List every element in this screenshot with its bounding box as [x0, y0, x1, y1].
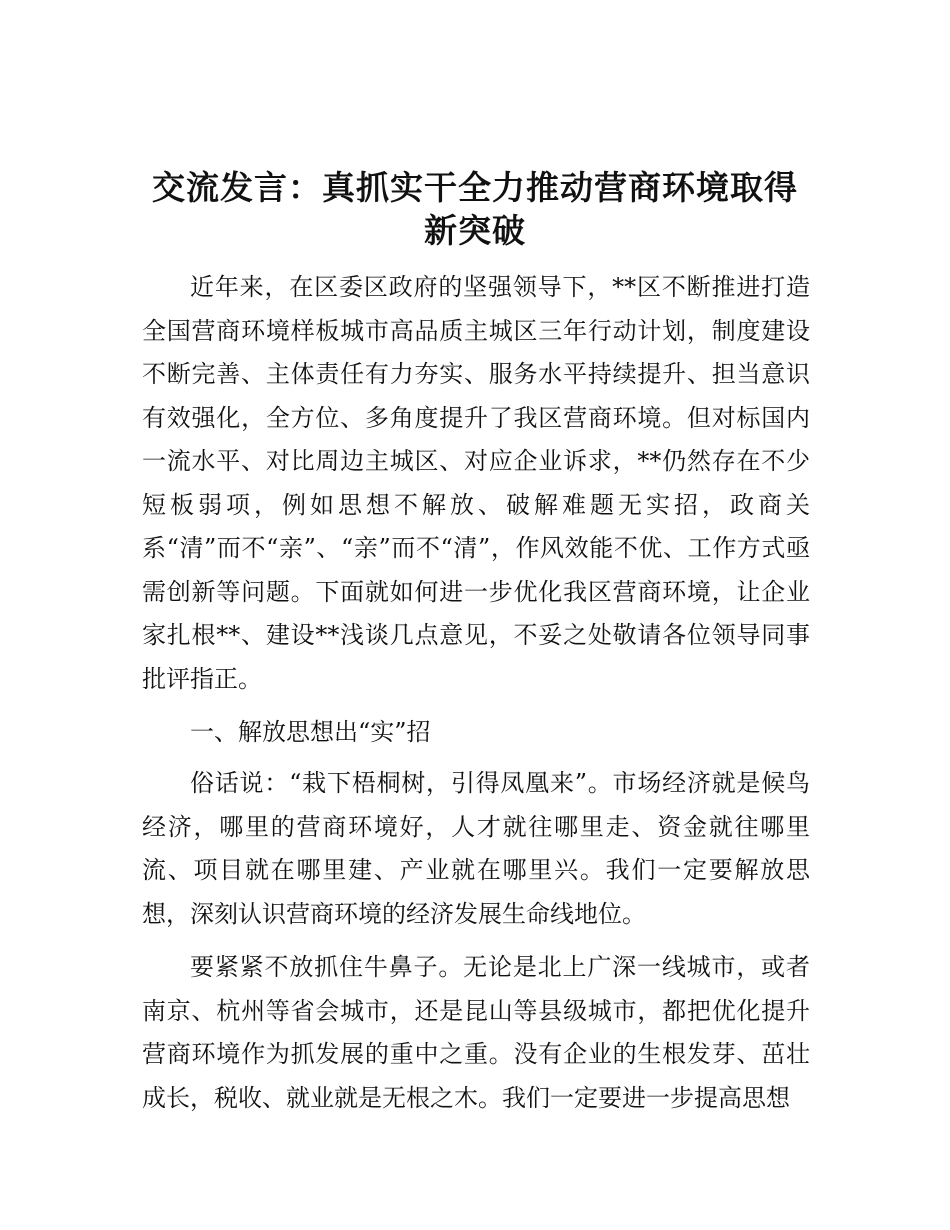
section-heading: 一、解放思想出“实”招	[190, 718, 431, 746]
body-paragraph: 要紧紧不放抓住牛鼻子。无论是北上广深一线城市，或者南京、杭州等省会城市，还是昆山等县级城市，都把优化提升营商环境作为抓发展的重中之重。没有企业的生根发芽、茁壮成长，税收、就业就是无根之木。我们一定要进一步提高思想	[142, 953, 810, 1112]
body-paragraph: 俗话说：“栽下梧桐树，引得凤凰来”。市场经济就是候鸟经济，哪里的营商环境好，人才就往哪里走、资金就往哪里流、项目就在哪里建、产业就在哪里兴。我们一定要解放思想，深刻认识营商环境的经济发展生命线地位。	[142, 769, 810, 928]
intro-paragraph: 近年来，在区委区政府的坚强领导下，**区不断推进打造全国营商环境样板城市高品质主城区三年行动计划，制度建设不断完善、主体责任有力夯实、服务水平持续提升、担当意识有效强化，全方位、多角度提升了我区营商环境。但对标国内一流水平、对比周边主城区、对应企业诉求，**仍然存在不少短板弱项，例如思想不解放、破解难题无实招，政商关系“清”而不“亲”、“亲”而不“清”，作风效能不优、工作方式亟需创新等问题。下面就如何进一步优化我区营商环境，让企业家扎根**、建设**浅谈几点意见，不妥之处敬请各位领导同事批评指正。	[142, 273, 810, 693]
document-title: 交流发言：真抓实干全力推动营商环境取得新突破	[152, 168, 798, 250]
